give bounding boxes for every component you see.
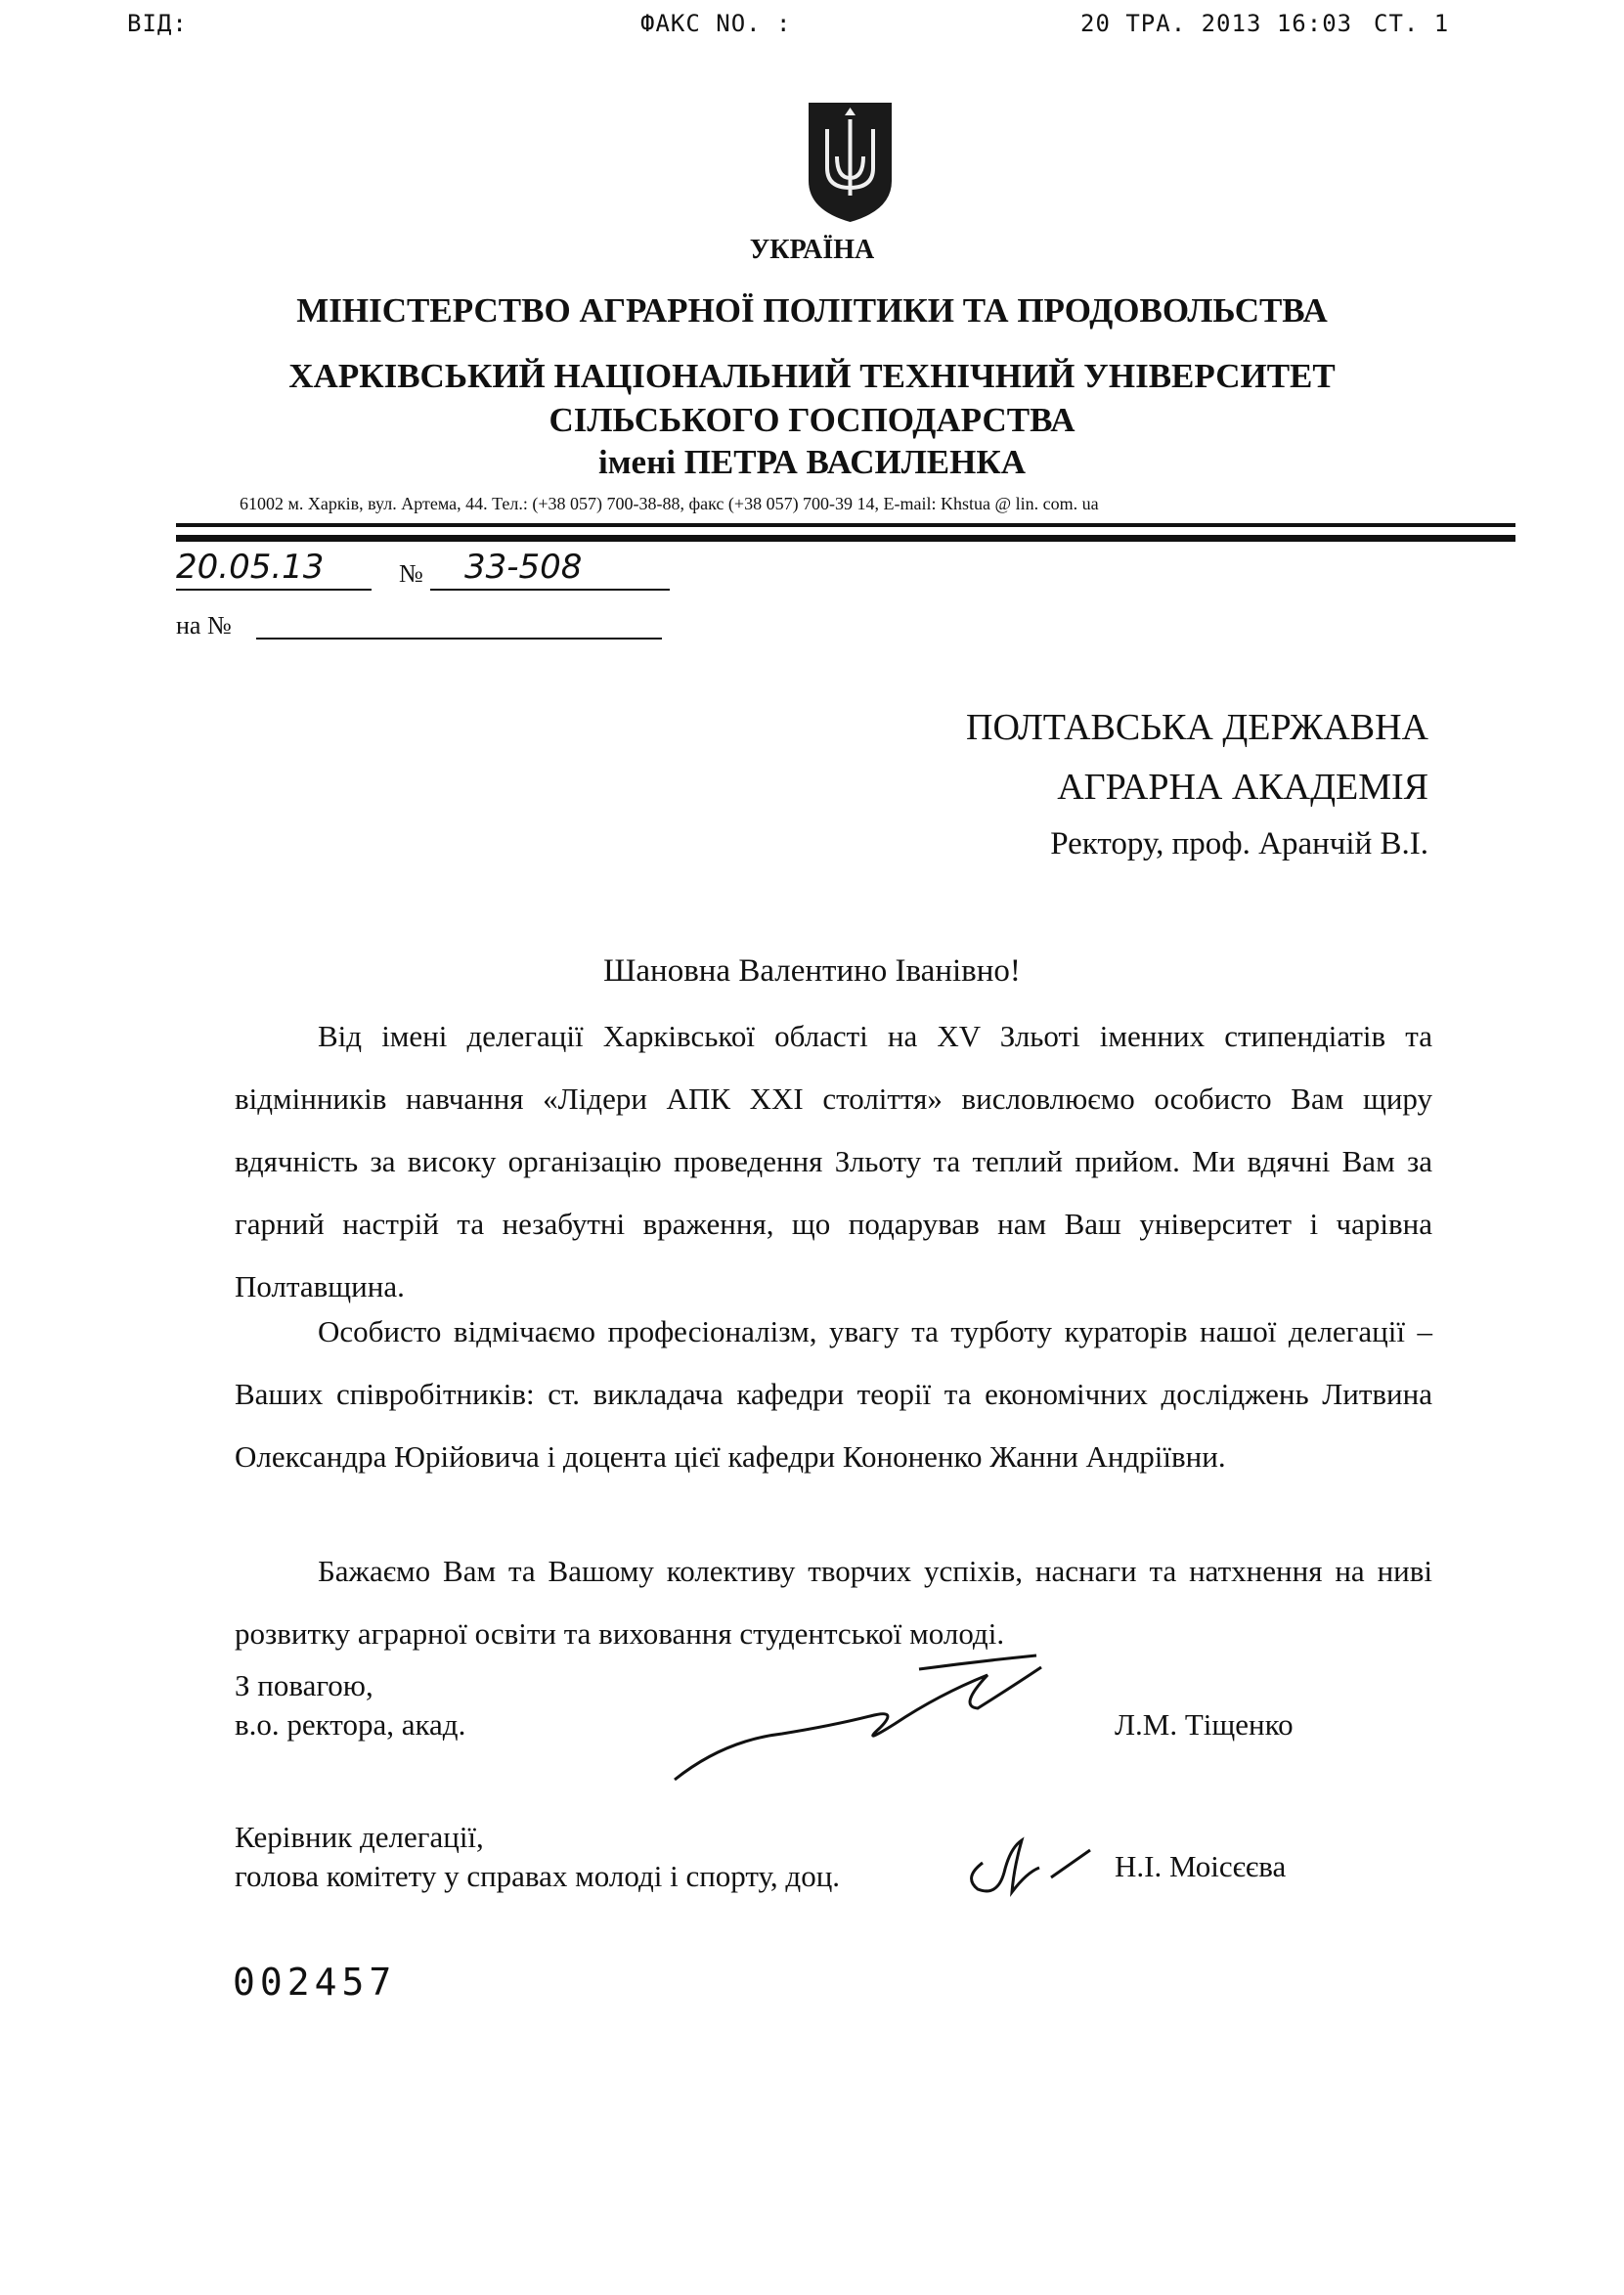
body-paragraph-1: Від імені делегації Харківської області на XV Зльоті іменних стипендіатів та відмінників навчання «Лідери АПК XXI століття» висловлюємо особисто Вам щиру вдячність за високу організацію проведення Зльоту та теплий прийом. Ми вдячні Вам за гарний настрій та незабутні враження, що подарував нам Ваш університет і чарівна Полтавщина. <box>235 1019 1432 1303</box>
body-paragraph-2: Особисто відмічаємо професіоналізм, увагу та турботу кураторів нашої делегації – Ваших співробітників: ст. викладача кафедри теорії та економічних досліджень Литвина Олександра Юрійовича і доцента цієї кафедри Кононенко Жанни Андріївни. <box>235 1314 1432 1474</box>
fax-number-label: ФАКС NO. : <box>640 10 792 37</box>
closing: З повагою, <box>235 1668 373 1702</box>
delegation-head-role-line2: голова комітету у справах молоді і спорту, доц. <box>235 1859 841 1893</box>
header-rule-top <box>176 523 1515 527</box>
reply-underline <box>256 638 662 640</box>
registration-number: 002457 <box>233 1961 397 2004</box>
letter-date: 20.05.13 <box>176 548 325 587</box>
signatory-title: в.о. ректора, акад. <box>235 1707 466 1742</box>
reply-label: на № <box>176 611 232 640</box>
fax-from-label: ВІД: <box>127 10 188 37</box>
university-name-line2: СІЛЬСЬКОГО ГОСПОДАРСТВА <box>549 401 1075 439</box>
ministry-name: МІНІСТЕРСТВО АГРАРНОЇ ПОЛІТИКИ ТА ПРОДОВОЛЬСТВА <box>296 291 1328 330</box>
recipient-line3: Ректору, проф. Аранчій В.І. <box>1050 826 1428 861</box>
letterhead-address: 61002 м. Харків, вул. Артема, 44. Тел.: (+38 057) 700-38-88, факс (+38 057) 700-39 14, E-mail: Khstua @ lin. com. ua <box>240 494 1099 513</box>
recipient-line1: ПОЛТАВСЬКА ДЕРЖАВНА <box>966 707 1428 748</box>
header-rule-bottom <box>176 535 1515 542</box>
recipient-line2: АГРАРНА АКАДЕМІЯ <box>1057 767 1428 808</box>
university-name-line1: ХАРКІВСЬКИЙ НАЦІОНАЛЬНИЙ ТЕХНІЧНИЙ УНІВЕРСИТЕТ <box>288 357 1336 395</box>
country-name: УКРАЇНА <box>749 235 875 265</box>
delegation-head-signature <box>953 1819 1110 1912</box>
letter-number: 33-508 <box>464 548 583 587</box>
rector-signature <box>665 1648 1075 1799</box>
fax-datetime: 20 ТРА. 2013 16:03 <box>1080 10 1353 37</box>
body-paragraph-3: Бажаємо Вам та Вашому колективу творчих успіхів, наснаги та натхнення на ниві розвитку аграрної освіти та виховання студентської молоді. <box>235 1554 1432 1651</box>
delegation-head-role-line1: Керівник делегації, <box>235 1820 484 1854</box>
salutation: Шановна Валентино Іванівно! <box>603 953 1021 989</box>
delegation-head-name: Н.І. Моісєєва <box>1115 1849 1287 1883</box>
university-name-line3: імені ПЕТРА ВАСИЛЕНКА <box>597 443 1027 481</box>
number-underline <box>430 589 670 591</box>
number-label: № <box>399 559 423 588</box>
signatory-name: Л.М. Тіщенко <box>1115 1707 1294 1742</box>
date-underline <box>176 589 372 591</box>
fax-page: СТ. 1 <box>1374 10 1450 37</box>
coat-of-arms-icon <box>804 98 897 230</box>
